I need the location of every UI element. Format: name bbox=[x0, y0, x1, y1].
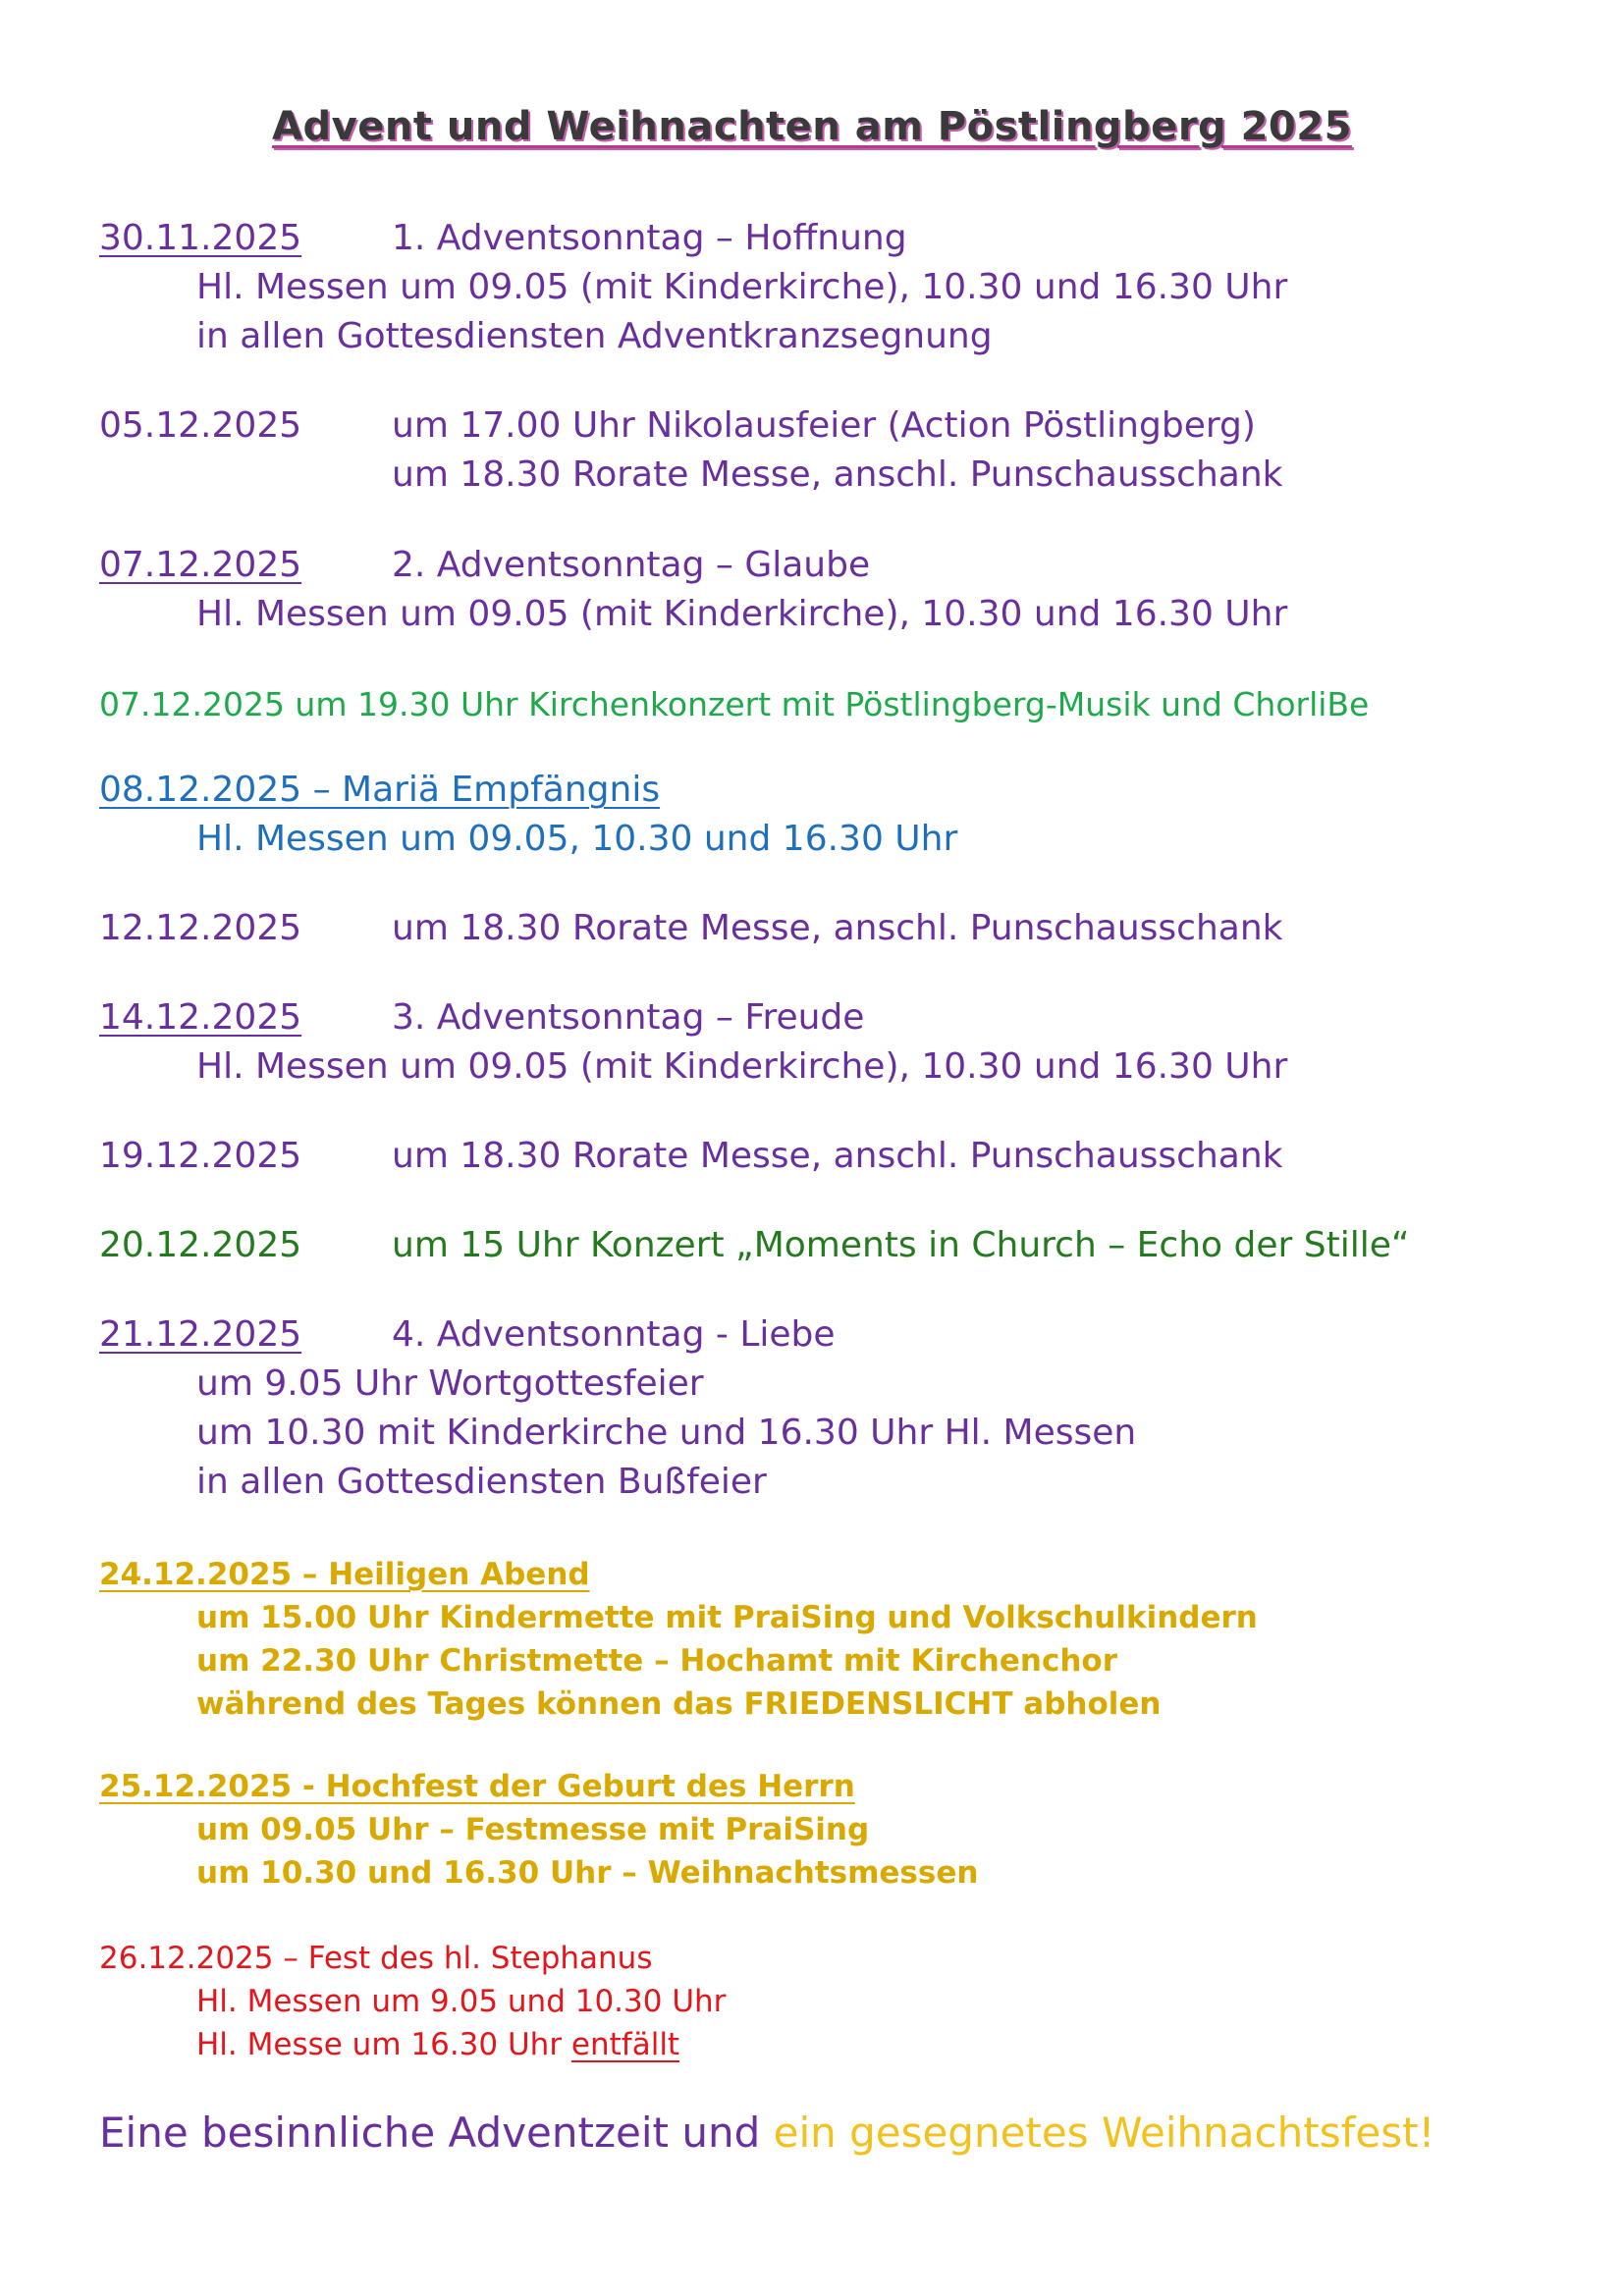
document-title: Advent und Weihnachten am Pöstlingberg 2025 bbox=[272, 104, 1352, 149]
cancelled-note: entfällt bbox=[570, 2027, 680, 2062]
entry-14-12-heading bbox=[99, 997, 880, 1038]
entry-headline: 24.12.2025 – Heiligen Abend bbox=[99, 1557, 590, 1592]
entry-headline: 25.12.2025 - Hochfest der Geburt des Herrn bbox=[99, 1769, 855, 1804]
entry-date: 20.12.2025 bbox=[99, 1225, 302, 1265]
entry-headline: 3. Adventsonntag – Freude bbox=[392, 997, 865, 1038]
entry-detail: um 15.00 Uhr Kindermette mit PraiSing und Volkschulkindern bbox=[196, 1600, 1258, 1635]
entry-headline: 4. Adventsonntag - Liebe bbox=[392, 1314, 836, 1355]
entry-detail: um 22.30 Uhr Christmette – Hochamt mit Kirchenchor bbox=[196, 1643, 1117, 1679]
entry-detail: um 09.05 Uhr – Festmesse mit PraiSing bbox=[196, 1812, 870, 1847]
entry-detail: während des Tages können das FRIEDENSLICHT abholen bbox=[196, 1686, 1162, 1722]
entry-date: 14.12.2025 bbox=[99, 997, 302, 1038]
entry-detail: Hl. Messen um 09.05, 10.30 und 16.30 Uhr bbox=[196, 819, 958, 859]
entry-30-11-heading bbox=[99, 218, 912, 258]
entry-detail: um 10.30 mit Kinderkirche und 16.30 Uhr Hl. Messen bbox=[196, 1413, 1137, 1453]
entry-date: 05.12.2025 bbox=[99, 405, 302, 446]
entry-detail: Hl. Messen um 09.05 (mit Kinderkirche), 10.30 und 16.30 Uhr bbox=[196, 1046, 1288, 1087]
entry-detail: in allen Gottesdiensten Adventkranzsegnung bbox=[196, 316, 993, 356]
entry-detail-text: Hl. Messe um 16.30 Uhr bbox=[196, 2027, 571, 2062]
entry-detail: um 18.30 Rorate Messe, anschl. Punschausschank bbox=[392, 908, 1283, 948]
entry-detail: um 15 Uhr Konzert „Moments in Church – Echo der Stille“ bbox=[392, 1225, 1410, 1265]
entry-date: 30.11.2025 bbox=[99, 218, 302, 258]
entry-headline: 08.12.2025 – Mariä Empfängnis bbox=[99, 770, 661, 810]
entry-21-12-heading bbox=[99, 1314, 850, 1355]
entry-detail: Hl. Messen um 09.05 (mit Kinderkirche), 10.30 und 16.30 Uhr bbox=[196, 267, 1288, 307]
closing-part-2: ein gesegnetes Weihnachtsfest! bbox=[773, 2109, 1435, 2157]
entry-detail-cancelled bbox=[196, 2027, 679, 2062]
entry-detail: Hl. Messen um 9.05 und 10.30 Uhr bbox=[196, 1984, 727, 2019]
entry-date: 21.12.2025 bbox=[99, 1314, 302, 1355]
entry-detail: um 9.05 Uhr Wortgottesfeier bbox=[196, 1363, 704, 1404]
entry-detail: um 10.30 und 16.30 Uhr – Weihnachtsmessen bbox=[196, 1855, 979, 1891]
closing-greeting bbox=[99, 2109, 1435, 2157]
entry-date: 07.12.2025 bbox=[99, 545, 302, 585]
entry-date: 12.12.2025 bbox=[99, 908, 302, 948]
entry-detail: Hl. Messen um 09.05 (mit Kinderkirche), 10.30 und 16.30 Uhr bbox=[196, 594, 1288, 634]
entry-detail: um 18.30 Rorate Messe, anschl. Punschausschank bbox=[392, 454, 1283, 495]
entry-headline: 1. Adventsonntag – Hoffnung bbox=[392, 218, 907, 258]
entry-headline: 2. Adventsonntag – Glaube bbox=[392, 545, 871, 585]
entry-detail: um 17.00 Uhr Nikolausfeier (Action Pöstlingberg) bbox=[392, 405, 1256, 446]
entry-detail: um 18.30 Rorate Messe, anschl. Punschausschank bbox=[392, 1136, 1283, 1176]
entry-concert: 07.12.2025 um 19.30 Uhr Kirchenkonzert mit Pöstlingberg-Musik und ChorliBe bbox=[99, 685, 1370, 723]
closing-part-1: Eine besinnliche Adventzeit und bbox=[99, 2109, 774, 2157]
entry-headline: 26.12.2025 – Fest des hl. Stephanus bbox=[99, 1941, 653, 1976]
entry-date: 19.12.2025 bbox=[99, 1136, 302, 1176]
entry-07-12-heading bbox=[99, 545, 880, 585]
entry-detail: in allen Gottesdiensten Bußfeier bbox=[196, 1462, 767, 1502]
